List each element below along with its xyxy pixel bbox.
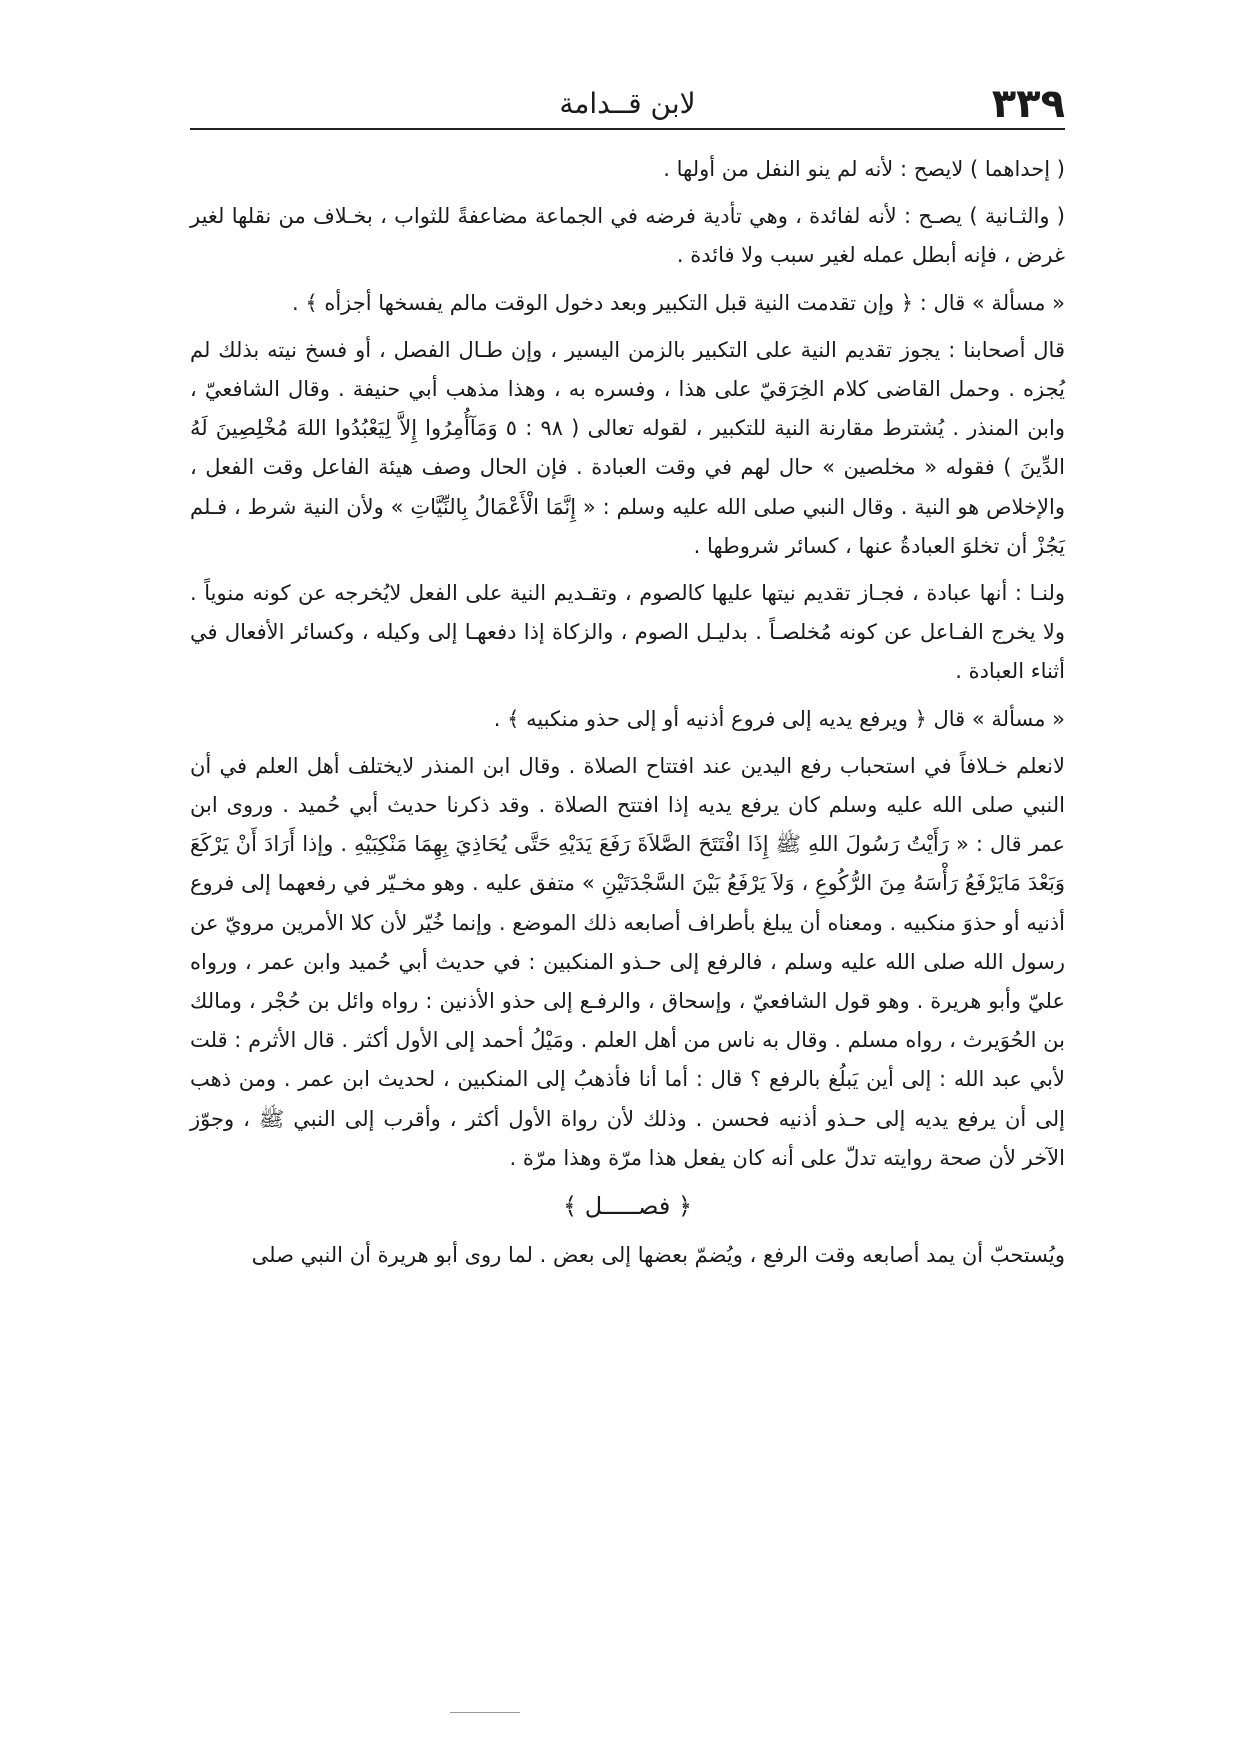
header-rule xyxy=(190,128,1065,130)
page-header xyxy=(190,78,1065,130)
paragraph-companions-view: قال أصحابنا : يجوز تقديم النية على التكبير بالزمن اليسير ، وإن طـال الفصل ، أو فسخ نيته بذلك لم يُجزه . وحمل القاضى كلام الخِرَقيّ على هذا ، وفسره به ، وهذا مذهب أبي حنيفة . وقال الشافعيّ ، وابن المنذر . يُشترط مقارنة النية للتكبير ، لقوله تعالى ( ٩٨ : ٥ وَمَآأُمِرُوا إِلاَّ لِيَعْبُدُوا اللهَ مُخْلِصِينَ لَهُ الدِّينَ ) فقوله « مخلصين » حال لهم في وقت العبادة . فإن الحال وصف هيئة الفاعل وقت الفعل ، والإخلاص هو النية . وقال النبي صلى الله عليه وسلم : « إِنَّمَا الْأَعْمَالُ بِالنِّيَّاتِ » ولأن النية شرط ، فـلم يَجُزْ أن تخلوَ العبادةُ عنها ، كسائر شروطها . xyxy=(190,337,1065,558)
paragraph-second-opinion: ( والثـانية ) يصـح : لأنه لفائدة ، وهي تأدية فرضه في الجماعة مضاعفةً للثواب ، بخـلاف من نقلها لغير غرض ، فإنه أبطل عمله لغير سبب ولا فائدة . xyxy=(190,204,1065,268)
page-body xyxy=(190,150,1065,1283)
paragraph-first-opinion: ( إحداهما ) لايصح : لأنه لم ينو النفل من أولها . xyxy=(663,157,1065,181)
running-title: لابن قــدامة xyxy=(559,87,696,120)
footer-mark xyxy=(450,1712,520,1713)
paragraph-issue-raising-hands: « مسألة » قال ﴿ ويرفع يديه إلى فروع أذنيه أو إلى حذو منكبيه ﴾ . xyxy=(493,706,1065,731)
paragraph-raising-hands-discussion: لانعلم خـلافاً في استحباب رفع اليدين عند افتتاح الصلاة . وقال ابن المنذر لايختلف أهل العلم في أن النبي صلى الله عليه وسلم كان يرفع يديه إذا افتتح الصلاة . وقد ذكرنا حديث أبي حُميد . وروى ابن عمر قال : « رَأَيْتُ رَسُولَ اللهِ ﷺ إِذَا افْتَتَحَ الصَّلاَةَ رَفَعَ يَدَيْهِ حَتَّى يُحَاذِيَ بِهِمَا مَنْكِبَيْهِ . وإذا أَرَادَ أَنْ يَرْكَعَ وَبَعْدَ مَايَرْفَعُ رَأْسَهُ مِنَ الرُّكُوعِ ، وَلاَ يَرْفَعُ بَيْنَ السَّجْدَتَيْنِ » متفق عليه . وهو مخـيّر في رفعهما إلى فروع أذنيه أو حذوَ منكبيه . ومعناه أن يبلغ بأطراف أصابعه ذلك الموضع . وإنما خُيّر لأن كلا الأمرين مرويّ عن رسول الله صلى الله عليه وسلم ، فالرفع إلى حـذو المنكبين : في حديث أبي حُميد وابن عمر ، ورواه عليّ وأبو هريرة . وهو قول الشافعيّ ، وإسحاق ، والرفـع إلى حذو الأذنين : رواه وائل بن حُجْر ، ومالك بن الحُوَيرث ، رواه مسلم . وقال به ناس من أهل العلم . ومَيْلُ أحمد إلى الأول أكثر . قال الأثرم : قلت لأبي عبد الله : إلى أين يَبلُغ بالرفع ؟ قال : أما أنا فأذهبُ إلى المنكبين ، لحديث ابن عمر . ومن ذهب إلى أن يرفع يديه إلى حـذو أذنيه فحسن . وذلك لأن رواة الأول أكثر ، وأقرب إلى النبي ﷺ ، وجوّز الآخر لأن صحة روايته تدلّ على أنه كان يفعل هذا مرّة وهذا مرّة . xyxy=(190,753,1065,1170)
page-number: ٣٣٩ xyxy=(991,81,1065,127)
paragraph-issue-intention: « مسألة » قال : ﴿ وإن تقدمت النية قبل التكبير وبعد دخول الوقت مالم يفسخها أجزأه ﴾ . xyxy=(292,290,1065,315)
paragraph-closing: ويُستحبّ أن يمد أصابعه وقت الرفع ، ويُضمّ بعضها إلى بعض . لما روى أبو هريرة أن النبي صلى xyxy=(251,1243,1065,1268)
paragraph-our-argument: ولنـا : أنها عبادة ، فجـاز تقديم نيتها عليها كالصوم ، وتقـديم النية على الفعل لايُخرجه عن كونه منوياً . ولا يخرج الفـاعل عن كونه مُخلصـاً . بدليـل الصوم ، والزكاة إذا دفعهـا إلى وكيله ، وكسائر الأفعال في أثناء العبادة . xyxy=(190,581,1065,684)
section-heading: ﴿ فصـــــل ﴾ xyxy=(563,1192,692,1221)
